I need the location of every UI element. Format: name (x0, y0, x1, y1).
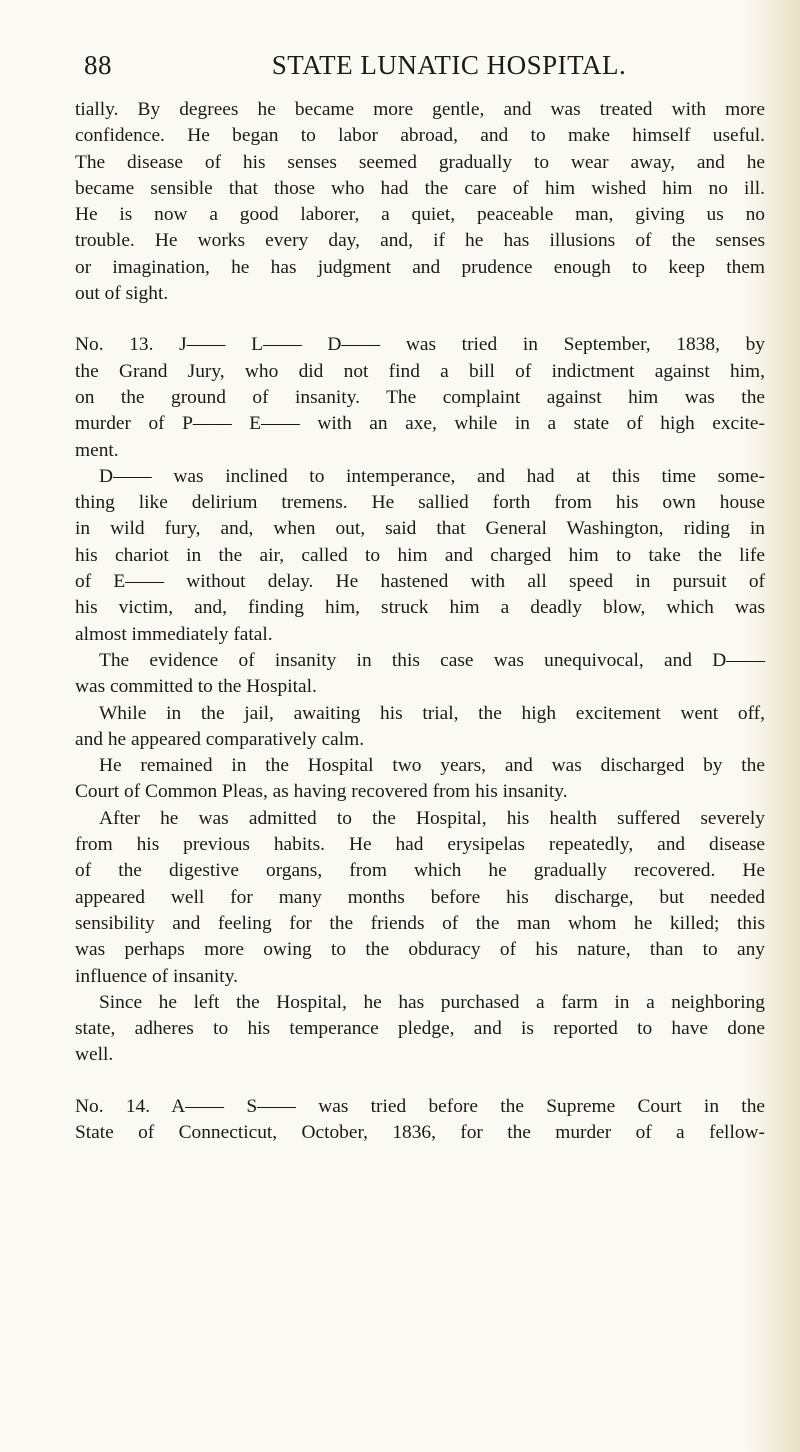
text-line: or imagination, he has judgment and prudence enough to keep them (75, 256, 765, 278)
paragraph-gap (75, 1069, 765, 1094)
text-line: from his previous habits. He had erysipelas repeatedly, and disease (75, 834, 765, 856)
text-line: tially. By degrees he became more gentle, and was treated with more (75, 99, 765, 120)
text-line: sensibility and feeling for the friends of the man whom he killed; this (75, 912, 765, 934)
text-line: became sensible that those who had the care of him wished him no ill. (75, 177, 765, 199)
paragraph (75, 753, 765, 806)
paragraph (75, 806, 765, 990)
text-line: his chariot in the air, called to him and charged him to take the life (75, 544, 765, 566)
text-line: of E—— without delay. He hastened with all speed in pursuit of (75, 571, 765, 593)
text-line: was perhaps more owing to the obduracy of his nature, than to any (75, 939, 765, 961)
text-line: was committed to the Hospital. (75, 676, 317, 698)
text-line: No. 13. J—— L—— D—— was tried in September, 1838, by (75, 334, 765, 356)
paragraph (75, 332, 765, 463)
running-title: STATE LUNATIC HOSPITAL. (271, 50, 627, 80)
paragraph (75, 701, 765, 754)
paragraph (75, 648, 765, 701)
page-number: 88 (84, 50, 112, 80)
text-line: almost immediately fatal. (75, 623, 273, 645)
paragraph (75, 464, 765, 648)
page-header (84, 50, 774, 86)
text-line: D—— was inclined to intemperance, and had at this time some- (99, 465, 765, 487)
paragraph (75, 97, 765, 307)
text-line: ment. (75, 439, 119, 461)
text-line: his victim, and, finding him, struck him a deadly blow, which was (75, 597, 765, 619)
text-line: After he was admitted to the Hospital, his health suffered severely (99, 807, 765, 829)
text-line: the Grand Jury, who did not find a bill of indictment against him, (75, 360, 765, 382)
text-line: The evidence of insanity in this case was unequivocal, and D—— (99, 649, 765, 671)
text-line: in wild fury, and, when out, said that General Washington, riding in (75, 518, 765, 540)
text-line: well. (75, 1044, 114, 1066)
paragraph (75, 990, 765, 1069)
text-line: and he appeared comparatively calm. (75, 728, 365, 750)
text-line: confidence. He began to labor abroad, and to make himself useful. (75, 125, 765, 147)
text-line: The disease of his senses seemed gradually to wear away, and he (75, 151, 765, 173)
text-line: He remained in the Hospital two years, and was discharged by the (99, 755, 765, 777)
text-line: of the digestive organs, from which he gradually recovered. He (75, 860, 765, 882)
text-line: Since he left the Hospital, he has purchased a farm in a neighboring (99, 991, 765, 1013)
paragraph (75, 1094, 765, 1147)
text-line: While in the jail, awaiting his trial, the high excitement went off, (99, 702, 765, 724)
text-line: trouble. He works every day, and, if he has illusions of the senses (75, 230, 765, 252)
text-line: thing like delirium tremens. He sallied forth from his own house (75, 492, 765, 514)
text-line: state, adheres to his temperance pledge, and is reported to have done (75, 1018, 765, 1040)
text-line: influence of insanity. (75, 965, 238, 987)
text-line: He is now a good laborer, a quiet, peaceable man, giving us no (75, 204, 765, 226)
text-line: Court of Common Pleas, as having recovered from his insanity. (75, 781, 568, 803)
body-text (75, 97, 765, 1146)
paragraph-gap (75, 307, 765, 332)
text-line: No. 14. A—— S—— was tried before the Supreme Court in the (75, 1095, 765, 1117)
text-line: appeared well for many months before his discharge, but needed (75, 886, 765, 908)
text-line: murder of P—— E—— with an axe, while in a state of high excite- (75, 413, 765, 435)
text-line: out of sight. (75, 283, 169, 305)
text-line: on the ground of insanity. The complaint against him was the (75, 386, 765, 408)
text-line: State of Connecticut, October, 1836, for the murder of a fellow- (75, 1121, 765, 1143)
